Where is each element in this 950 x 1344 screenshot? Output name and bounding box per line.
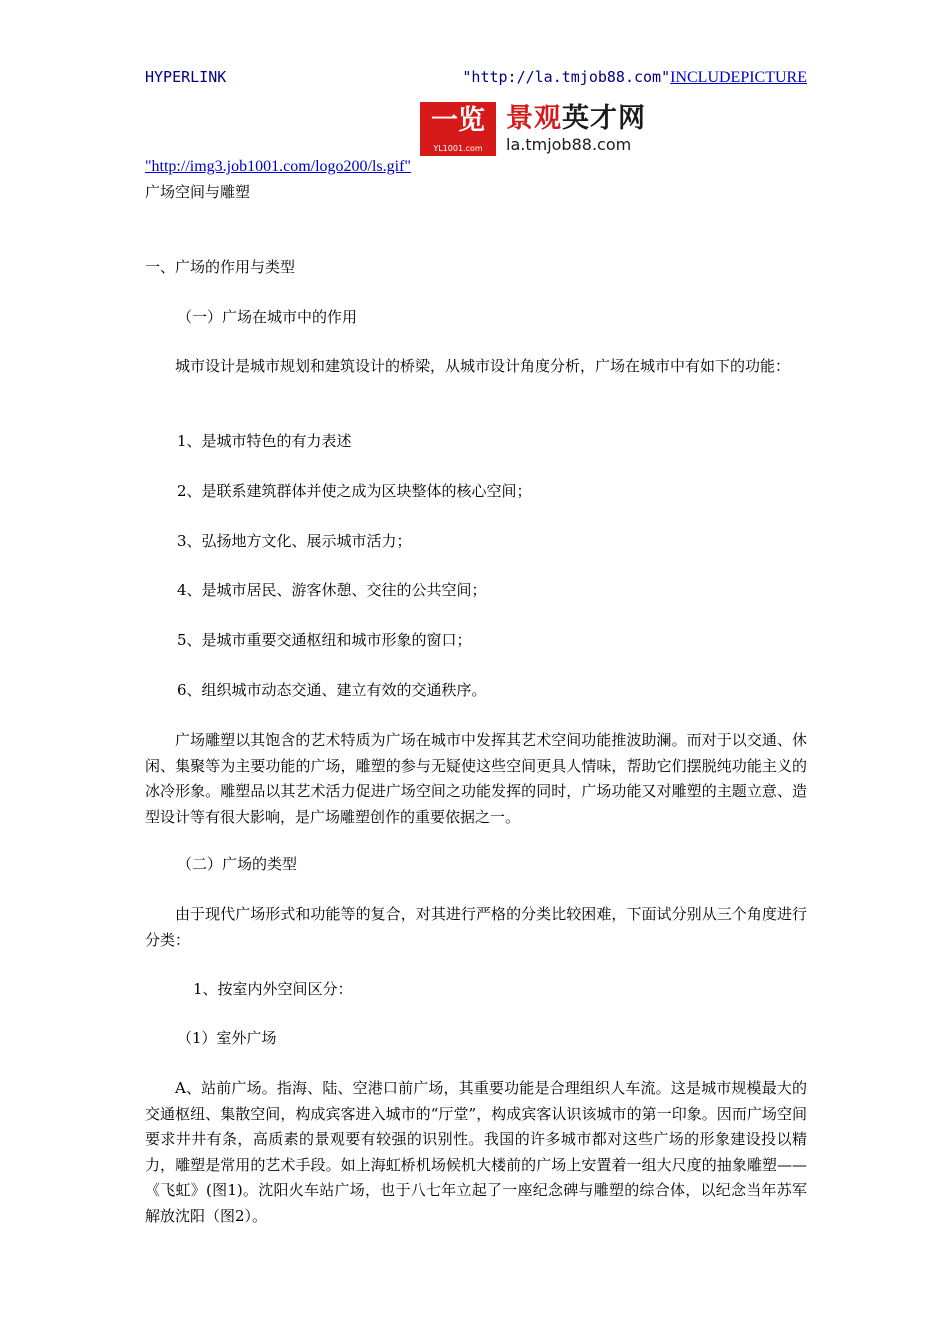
station-square-paragraph: A、站前广场。指海、陆、空港口前广场，其重要功能是合理组织人车流。这是城市规模最大的交通枢纽、集散空间，构成宾客进入城市的“厅堂”，构成宾客认识该城市的第一印象。因而广场空间要求井井有条，高质素的景观要有较强的识别性。我国的许多城市都对这些广场的形象建设投以精力，雕塑是常用的艺术手段。如上海虹桥机场候机大楼前的广场上安置着一组大尺度的抽象雕塑——《飞虹》(图1)。沈阳火车站广场，也于八七年立起了一座纪念碑与雕塑的综合体，以纪念当年苏军解放沈阳（图2）。: [145, 1079, 807, 1225]
site-logo[interactable]: [420, 102, 670, 156]
logo-brand-red: 景观: [506, 103, 562, 134]
sculpture-paragraph: 广场雕塑以其饱含的艺术特质为广场在城市中发挥其艺术空间功能推波助澜。而对于以交通、休闲、集聚等为主要功能的广场，雕塑的参与无疑使这些空间更具人情味，帮助它们摆脱纯功能主义的冰冷形象。雕塑品以其艺术活力促进广场空间之功能发挥的同时，广场功能又对雕塑的主题立意、造型设计等有很大影响，是广场雕塑创作的重要依据之一。: [145, 731, 807, 826]
function-item: 3、弘扬地方文化、展示城市活力；: [177, 532, 412, 550]
logo-badge: [420, 102, 496, 156]
subsection-heading-types: （二）广场的类型: [177, 855, 298, 873]
document-title: 广场空间与雕塑: [145, 183, 251, 201]
logo-badge-text: 一览: [431, 105, 485, 136]
function-item: 5、是城市重要交通枢纽和城市形象的窗口；: [177, 631, 472, 649]
function-item: 2、是联系建筑群体并使之成为区块整体的核心空间；: [177, 482, 532, 500]
hyperlink-url[interactable]: "http://la.tmjob88.com": [462, 68, 671, 86]
function-item: 1、是城市特色的有力表述: [177, 432, 352, 450]
logo-url: la.tmjob88.com: [506, 135, 632, 154]
function-item: 6、组织城市动态交通、建立有效的交通秩序。: [177, 681, 487, 699]
includepicture-field[interactable]: INCLUDEPICTURE: [670, 69, 807, 86]
field-code-line: [145, 68, 807, 88]
type-category-heading: 1、按室内外空间区分：: [193, 980, 353, 998]
hyperlink-field-label: HYPERLINK: [145, 68, 227, 86]
logo-brand-name: [506, 104, 646, 134]
subsection-heading-role: （一）广场在城市中的作用: [177, 308, 358, 326]
outdoor-heading: （1）室外广场: [177, 1029, 277, 1047]
section-heading: 一、广场的作用与类型: [145, 258, 296, 276]
hyperlink-field-value[interactable]: [462, 68, 807, 87]
logo-gif-link[interactable]: "http://img3.job1001.com/logo200/ls.gif": [145, 158, 411, 175]
intro-paragraph: 城市设计是城市规划和建筑设计的桥梁，从城市设计角度分析，广场在城市中有如下的功能：: [175, 357, 791, 375]
function-item: 4、是城市居民、游客休憩、交往的公共空间；: [177, 581, 487, 599]
types-paragraph: 由于现代广场形式和功能等的复合，对其进行严格的分类比较困难，下面试分别从三个角度进行分类：: [145, 905, 807, 949]
logo-badge-subtext: YL1001.com: [433, 144, 483, 153]
logo-brand-dark: 英才网: [562, 103, 646, 134]
